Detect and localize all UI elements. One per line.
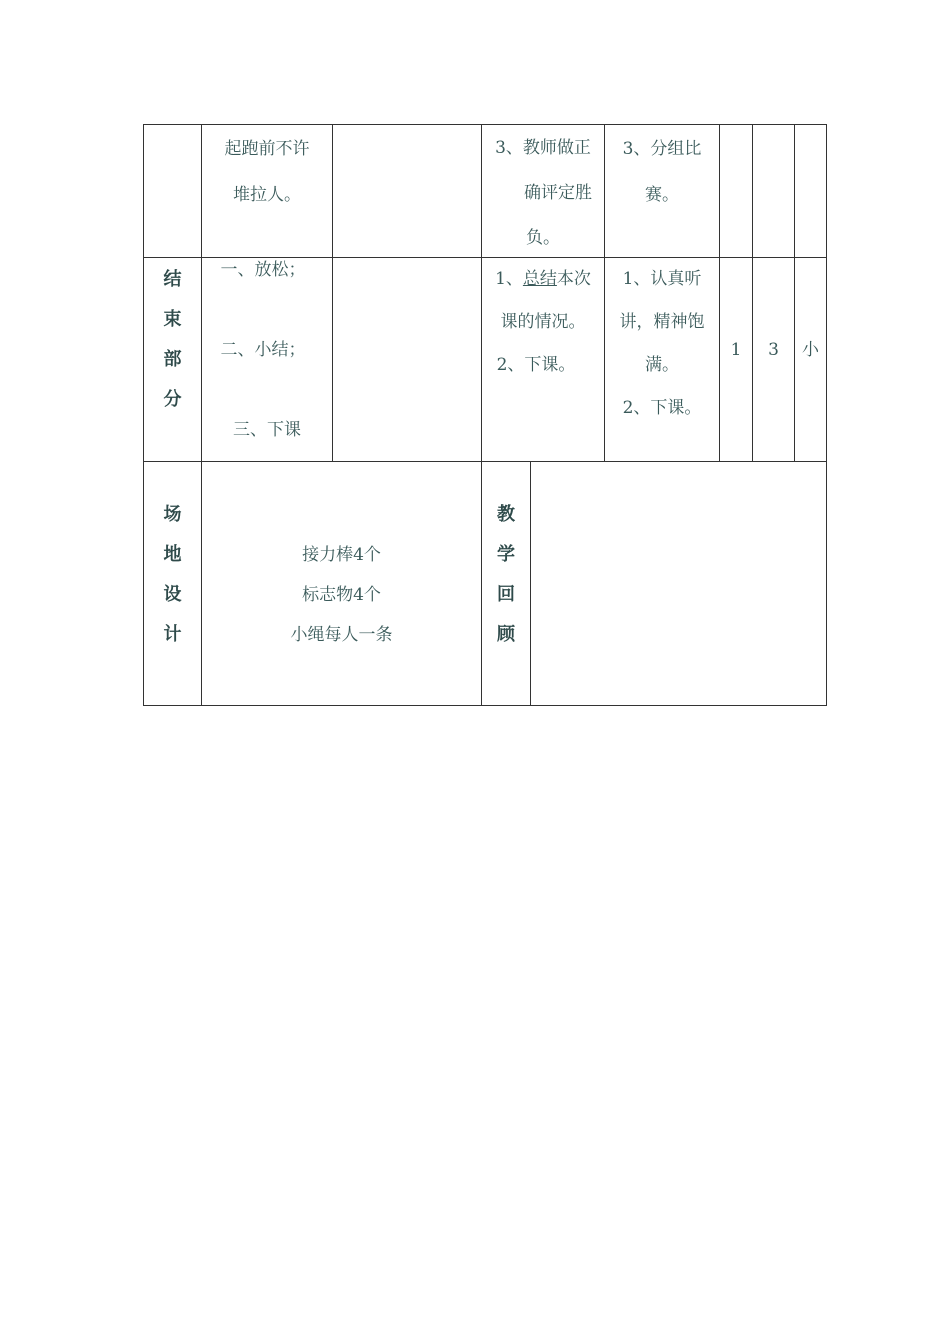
venue-label-char: 地 [163, 544, 182, 565]
section-label-char: 分 [163, 389, 182, 410]
venue-label-char: 计 [163, 624, 182, 645]
row1-teacher-cell [482, 126, 604, 261]
section-label-char: 结 [163, 269, 182, 290]
summary-link[interactable]: 总结 [522, 269, 557, 289]
section-label-char: 束 [163, 309, 182, 330]
row2-teacher-prefix: 1、 [495, 269, 523, 289]
row1-content-line: 起跑前不许 [224, 139, 310, 159]
row2-teacher-line: 课的情况。 [500, 312, 586, 332]
row1-teacher-line: 确评定胜 [524, 183, 592, 203]
review-label-char: 顾 [497, 624, 515, 645]
row2-col-a: 1 [730, 340, 742, 360]
col-divider-2 [332, 124, 333, 462]
venue-item: 接力棒4个 [302, 545, 381, 565]
row2-content-line: 三、下课 [233, 420, 301, 440]
venue-item: 小绳每人一条 [290, 625, 393, 645]
row2-student-cell [605, 258, 719, 430]
row2-teacher-cell [482, 258, 604, 387]
venue-label-char: 场 [163, 504, 182, 525]
section-label-ending [144, 260, 201, 420]
row1-student-cell [605, 126, 719, 218]
col-divider-5 [719, 124, 720, 462]
table-border-top [143, 124, 827, 125]
row2-teacher-line [482, 258, 604, 301]
venue-items-cell [202, 535, 481, 655]
row1-student-line: 赛。 [645, 185, 679, 205]
table-border-right [826, 124, 827, 706]
row2-student-line: 讲，精神饱 [619, 312, 705, 332]
row2-content-line: 二、小结； [220, 340, 306, 360]
row1-student-line: 3、分组比 [622, 139, 702, 159]
row2-student-line: 1、认真听 [622, 269, 702, 289]
review-label-char: 学 [497, 544, 515, 565]
col-divider-7 [794, 124, 795, 462]
table-border-bottom [143, 705, 827, 706]
col-divider-6 [752, 124, 753, 462]
venue-label-char: 设 [163, 584, 182, 605]
venue-design-label [144, 495, 201, 655]
row1-teacher-line: 负。 [526, 228, 560, 248]
review-label-char: 教 [497, 504, 515, 525]
row2-student-line: 满。 [645, 355, 679, 375]
row2-col-c: 小 [802, 340, 819, 360]
section-label-char: 部 [163, 349, 182, 370]
row2-teacher-line: 2、下课。 [496, 355, 576, 375]
teaching-review-label [482, 495, 530, 655]
row2-teacher-suffix: 本次 [556, 269, 591, 289]
row1-content-line: 堆拉人。 [233, 185, 301, 205]
row2-content-cell [202, 260, 332, 440]
review-label-char: 回 [497, 584, 515, 605]
teaching-review-content [531, 462, 826, 705]
row2-col-b: 3 [768, 340, 779, 360]
row1-content-cell [202, 126, 332, 218]
row2-student-line: 2、下课。 [622, 398, 702, 418]
row1-teacher-line: 3、教师做正 [495, 138, 591, 158]
venue-item: 标志物4个 [302, 585, 381, 605]
row2-content-line: 一、放松； [220, 260, 306, 280]
